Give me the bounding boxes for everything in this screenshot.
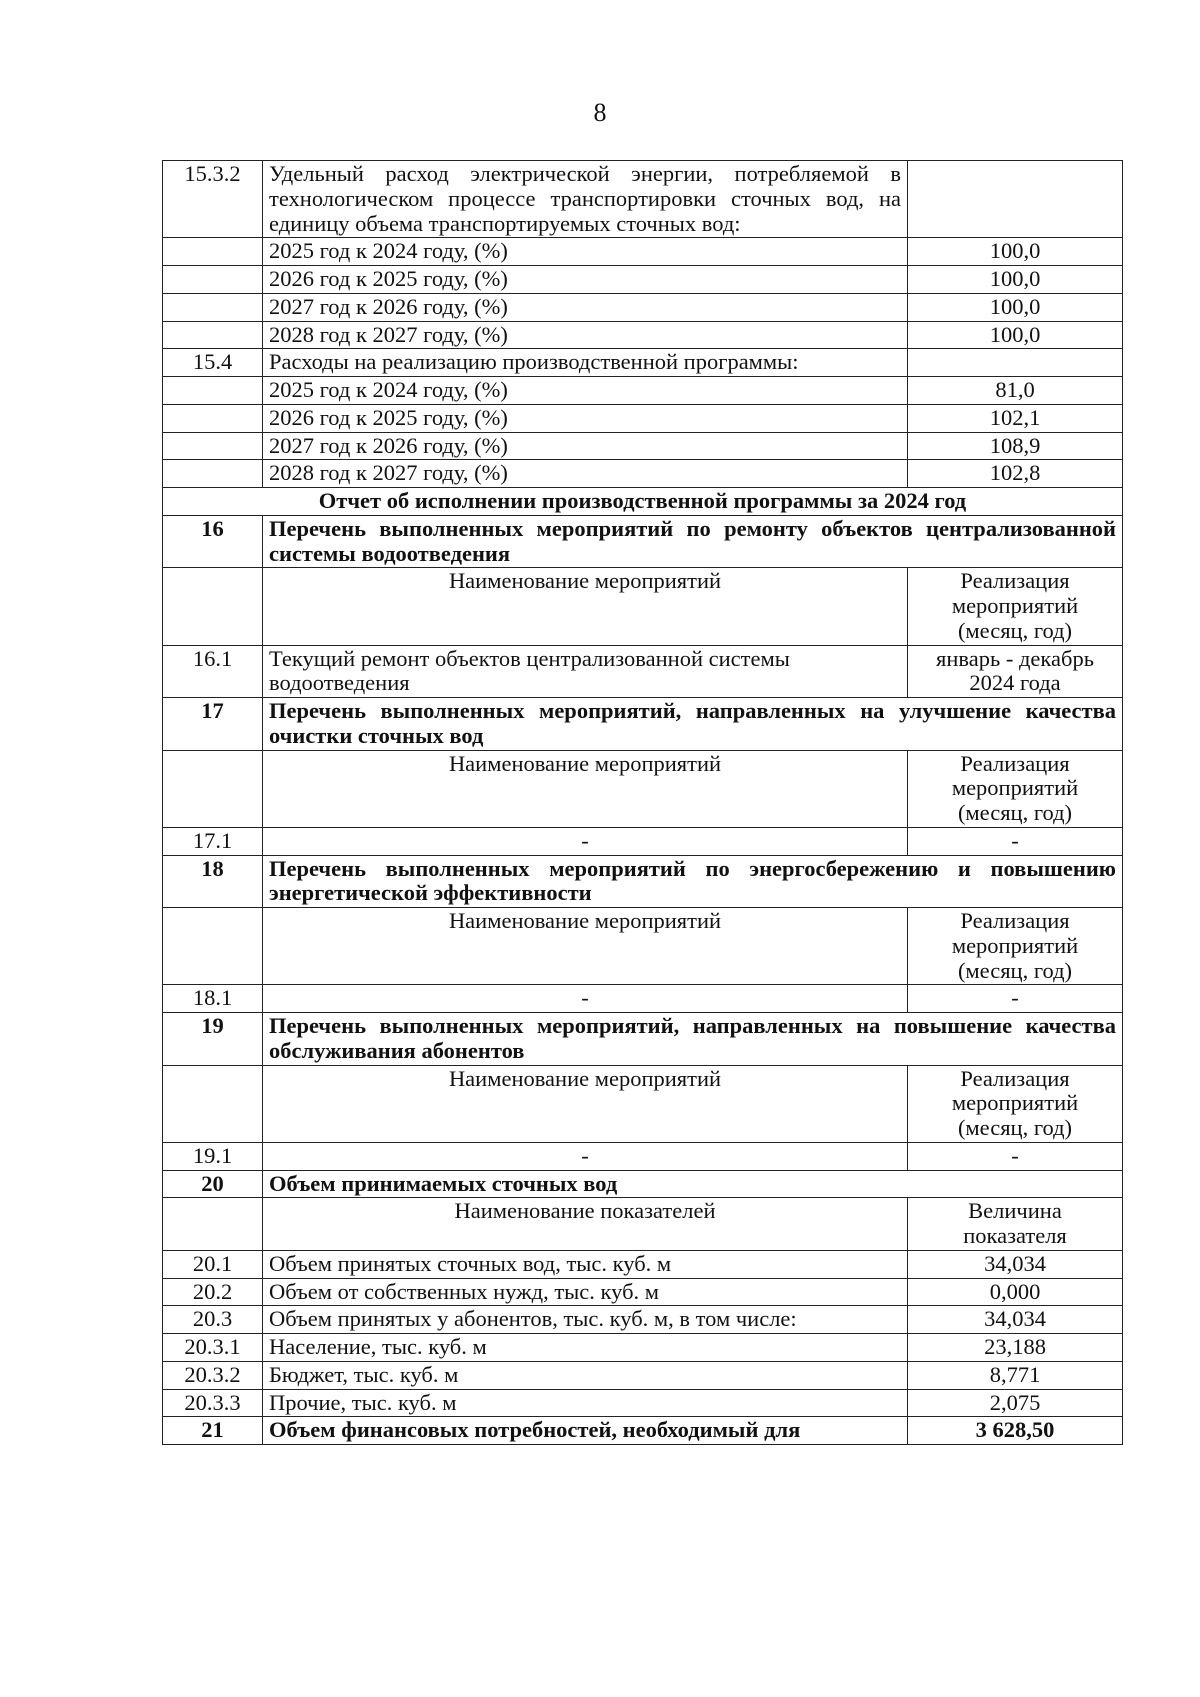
column-header-name: Наименование мероприятий xyxy=(263,568,908,645)
section-heading: Перечень выполненных мероприятий по ремонту объектов централизованной системы водоотведения xyxy=(263,515,1123,568)
row-label: Бюджет, тыс. куб. м xyxy=(263,1361,908,1389)
section-heading-row xyxy=(163,515,1123,568)
column-header-implementation: Реализация мероприятий (месяц, год) xyxy=(908,1065,1123,1142)
page-number: 8 xyxy=(593,98,607,127)
row-period: - xyxy=(908,985,1123,1013)
table-row xyxy=(163,1142,1123,1170)
row-label: 2028 год к 2027 году, (%) xyxy=(263,460,908,488)
row-number: 20.3.2 xyxy=(163,1361,263,1389)
row-value: 8,771 xyxy=(908,1361,1123,1389)
section-number: 17 xyxy=(163,698,263,751)
column-header-row xyxy=(163,1198,1123,1251)
row-value: 100,0 xyxy=(908,266,1123,294)
row-label: Объем принятых сточных вод, тыс. куб. м xyxy=(263,1250,908,1278)
section-number: 21 xyxy=(163,1417,263,1445)
row-number: 20.2 xyxy=(163,1278,263,1306)
section-heading: Перечень выполненных мероприятий по энергосбережению и повышению энергетической эффективности xyxy=(263,855,1123,908)
row-value: 34,034 xyxy=(908,1250,1123,1278)
table-row xyxy=(163,460,1123,488)
row-value: 81,0 xyxy=(908,377,1123,405)
table-row xyxy=(163,377,1123,405)
table-row xyxy=(163,985,1123,1013)
row-number: 15.3.2 xyxy=(163,161,263,238)
row-label: Удельный расход электрической энергии, потребляемой в технологическом процессе транспортировки сточных вод, на единицу объема транспортируемых сточных вод: xyxy=(263,161,908,238)
row-label: 2027 год к 2026 году, (%) xyxy=(263,432,908,460)
section-heading-row xyxy=(163,698,1123,751)
row-label: Прочие, тыс. куб. м xyxy=(263,1389,908,1417)
row-number: 20.3 xyxy=(163,1306,263,1334)
table-row xyxy=(163,645,1123,698)
row-number: 20.3.1 xyxy=(163,1334,263,1362)
table-row xyxy=(163,1389,1123,1417)
section-heading: Перечень выполненных мероприятий, направленных на повышение качества обслуживания абонентов xyxy=(263,1013,1123,1066)
table-row xyxy=(163,1334,1123,1362)
column-header-implementation: Реализация мероприятий (месяц, год) xyxy=(908,750,1123,827)
table-row xyxy=(163,488,1123,516)
column-header-row xyxy=(163,1065,1123,1142)
row-label: 2027 год к 2026 году, (%) xyxy=(263,293,908,321)
section-heading: Перечень выполненных мероприятий, направленных на улучшение качества очистки сточных вод xyxy=(263,698,1123,751)
row-value: 108,9 xyxy=(908,432,1123,460)
table-row xyxy=(163,1361,1123,1389)
table-row xyxy=(163,1306,1123,1334)
row-period: - xyxy=(908,1142,1123,1170)
production-program-table xyxy=(162,160,1123,1445)
row-number: 18.1 xyxy=(163,985,263,1013)
row-label: Население, тыс. куб. м xyxy=(263,1334,908,1362)
row-value: 34,034 xyxy=(908,1306,1123,1334)
row-number: 16.1 xyxy=(163,645,263,698)
column-header-implementation: Реализация мероприятий (месяц, год) xyxy=(908,568,1123,645)
row-label: Объем принятых у абонентов, тыс. куб. м, в том числе: xyxy=(263,1306,908,1334)
row-value: 2,075 xyxy=(908,1389,1123,1417)
table-row xyxy=(163,293,1123,321)
section-number: 20 xyxy=(163,1170,263,1198)
row-value xyxy=(908,161,1123,238)
row-label: 2028 год к 2027 году, (%) xyxy=(263,321,908,349)
row-value xyxy=(908,349,1123,377)
row-value: 23,188 xyxy=(908,1334,1123,1362)
column-header-row xyxy=(163,568,1123,645)
row-number: 19.1 xyxy=(163,1142,263,1170)
row-period: январь - декабрь 2024 года xyxy=(908,645,1123,698)
row-number: 15.4 xyxy=(163,349,263,377)
row-value: 102,1 xyxy=(908,404,1123,432)
row-value: 100,0 xyxy=(908,321,1123,349)
table-row xyxy=(163,349,1123,377)
column-header-name: Наименование мероприятий xyxy=(263,1065,908,1142)
row-label: 2025 год к 2024 году, (%) xyxy=(263,377,908,405)
report-title: Отчет об исполнении производственной программы за 2024 год xyxy=(163,488,1123,516)
row-period: - xyxy=(908,827,1123,855)
section-heading: Объем принимаемых сточных вод xyxy=(263,1170,1123,1198)
table-row xyxy=(163,321,1123,349)
row-label: Объем от собственных нужд, тыс. куб. м xyxy=(263,1278,908,1306)
row-number: 20.3.3 xyxy=(163,1389,263,1417)
table-row xyxy=(163,404,1123,432)
row-label: 2025 год к 2024 году, (%) xyxy=(263,238,908,266)
table-row xyxy=(163,1250,1123,1278)
section-number: 19 xyxy=(163,1013,263,1066)
table-row xyxy=(163,161,1123,238)
row-label: - xyxy=(263,985,908,1013)
section-number: 18 xyxy=(163,855,263,908)
column-header-row xyxy=(163,908,1123,985)
table-row xyxy=(163,1278,1123,1306)
table-row xyxy=(163,827,1123,855)
row-value: 100,0 xyxy=(908,238,1123,266)
row-label: 2026 год к 2025 году, (%) xyxy=(263,404,908,432)
column-header-name: Наименование мероприятий xyxy=(263,908,908,985)
row-label: - xyxy=(263,1142,908,1170)
table-row xyxy=(163,432,1123,460)
row-label: 2026 год к 2025 году, (%) xyxy=(263,266,908,294)
row-value: 3 628,50 xyxy=(908,1417,1123,1445)
column-header-name: Наименование показателей xyxy=(263,1198,908,1251)
column-header-implementation: Реализация мероприятий (месяц, год) xyxy=(908,908,1123,985)
row-value: 0,000 xyxy=(908,1278,1123,1306)
row-label: Расходы на реализацию производственной программы: xyxy=(263,349,908,377)
row-number: 20.1 xyxy=(163,1250,263,1278)
table-row xyxy=(163,238,1123,266)
row-value: 102,8 xyxy=(908,460,1123,488)
table-row xyxy=(163,1417,1123,1445)
column-header-value: Величина показателя xyxy=(908,1198,1123,1251)
row-number: 17.1 xyxy=(163,827,263,855)
row-label: - xyxy=(263,827,908,855)
row-label: Объем финансовых потребностей, необходимый для xyxy=(263,1417,908,1445)
column-header-row xyxy=(163,750,1123,827)
section-heading-row xyxy=(163,855,1123,908)
row-label: Текущий ремонт объектов централизованной системы водоотведения xyxy=(263,645,908,698)
row-value: 100,0 xyxy=(908,293,1123,321)
section-number: 16 xyxy=(163,515,263,568)
column-header-name: Наименование мероприятий xyxy=(263,750,908,827)
section-heading-row xyxy=(163,1170,1123,1198)
table-row xyxy=(163,266,1123,294)
section-heading-row xyxy=(163,1013,1123,1066)
